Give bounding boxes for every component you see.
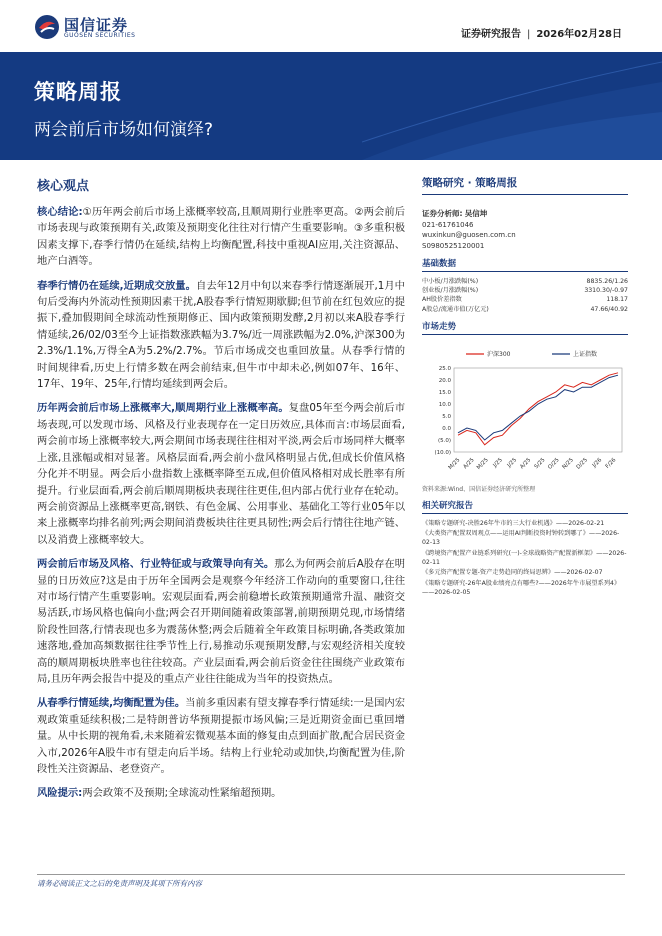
report-date: 2026年02月28日 [536, 29, 622, 40]
related-report-item[interactable]: 《多元资产配置专题-资产走势趋同的终局思辨》——2026-02-07 [422, 569, 603, 577]
paragraph-spring [37, 278, 405, 393]
sidebar [422, 175, 628, 598]
x-tick-label: N/25 [561, 456, 575, 471]
paragraph-core [37, 204, 405, 270]
basic-data-label: 创业板/月涨跌幅(%) [422, 287, 479, 295]
series-line-sse [458, 375, 618, 440]
basic-data-row [422, 305, 628, 314]
para-lead: 从春季行情延续,均衡配置为佳。 [37, 697, 186, 710]
chart-svg [422, 340, 628, 480]
related-report-item[interactable]: 《大类资产配置双周观点——运用AI判断投资时钟转到哪了》——2026-02-13 [422, 530, 620, 547]
page-subtitle: 两会前后市场如何演绎? [34, 120, 214, 140]
para-text: 复盘05年至今两会前后市场表现,可以发现市场、风格及行业表现存在一定日历效应,具体而言:市场层面看,两会前市场上涨概率较大,两会期间市场表现往往相对平淡,两会后市场同样大概率上涨,且涨幅或相对显著。风格层面看,两会前小盘风格明显占优,但成长价值风格分化并不明显。两会后小盘指数上涨概率降至五成,但价值风格相对成长胜率有所提升。行业层面看,两会前后顺周期板块表现往往更佳,但内部占优行业存在轮动。两会前资源品上涨概率更高,钢铁、有色金属、公用事业、基础化工等行业05年以来上涨概率均排名前列;两会期间消费板块往往更具韧性;两会后行情往往地产链、以及消费上涨概率较大。 [37, 402, 405, 546]
x-tick-label: J/26 [591, 456, 604, 469]
related-report-item[interactable]: 《策略专题研究-决胜26年牛市的三大行业机遇》——2026-02-21 [422, 519, 605, 527]
banner-wave-decoration [362, 52, 662, 160]
para-lead: 核心结论: [37, 206, 83, 218]
y-tick-label: 5.0 [442, 413, 451, 420]
legend-label: 上证指数 [573, 350, 598, 358]
analyst-info [422, 209, 628, 251]
basic-data-value: 8835.26/1.26 [586, 278, 628, 285]
basic-data-row [422, 295, 628, 304]
related-reports-list [422, 519, 628, 597]
footer-disclaimer: 请务必阅读正文之后的免责声明及其项下所有内容 [37, 879, 202, 888]
trend-title: 市场走势 [422, 320, 628, 335]
y-tick-label: (10.0) [434, 449, 451, 456]
page-header [0, 0, 662, 52]
analyst-cert: S0980525120001 [422, 241, 485, 250]
paragraph-risk [37, 785, 405, 801]
related-report-item[interactable]: 《跨境资产配置产业链系列研究(一)-全球战略资产配置新框架》——2026-02-11 [422, 549, 627, 566]
analyst-name: 吴信坤 [464, 209, 488, 218]
analyst-phone: 021-61761046 [422, 220, 474, 229]
x-tick-label: F/26 [604, 456, 618, 470]
analyst-label: 证券分析师: [422, 209, 463, 218]
legend-label: 沪深300 [487, 350, 511, 358]
chart-source-note: 资料来源:Wind、国信证券经济研究所整理 [422, 485, 536, 493]
title-banner [0, 52, 662, 160]
paragraph-policy [37, 556, 405, 687]
main-column [37, 175, 405, 810]
related-title: 相关研究报告 [422, 499, 628, 514]
y-tick-label: 0.0 [442, 425, 451, 432]
x-tick-label: A/25 [519, 456, 533, 471]
x-tick-label: D/25 [575, 456, 590, 471]
x-tick-label: S/25 [533, 456, 547, 470]
paragraph-history [37, 400, 405, 548]
y-tick-label: (5.0) [437, 437, 451, 444]
basic-data-row [422, 277, 628, 286]
para-text: 当前多重因素有望支撑春季行情延续:一是国内宏观政策重延续积极;二是特朗普访华预期提振市场风偏;三是近期资金面已重回增量。从中长期的视角看,未来随着宏微观基本面的修复由点到面扩散,配合居民资金入市,2026年A股牛市有望走向后半场。结构上行业轮动或加快,均衡配置为佳,阶段性关注资源品、老登资产。 [37, 697, 406, 775]
basic-data-table [422, 277, 628, 314]
logo-en: GUOSEN SECURITIES [64, 32, 136, 39]
basic-data-label: A股总/流通市值(万亿元) [422, 305, 489, 313]
chart-frame [454, 368, 622, 452]
para-lead: 春季行情仍在延续,近期成交放量。 [37, 279, 196, 292]
x-tick-label: J/25 [506, 456, 519, 469]
report-meta: 证券研究报告 | 2026年02月28日 [460, 29, 622, 40]
y-tick-label: 20.0 [438, 377, 451, 384]
basic-data-label: 中小板/月涨跌幅(%) [422, 278, 479, 285]
para-text: 两会政策不及预期;全球流动性紧缩超预期。 [82, 787, 282, 800]
basic-data-value: 47.66/40.92 [590, 305, 628, 313]
para-text: 那么为何两会前后A股存在明显的日历效应?这是由于历年全国两会是观察今年经济工作动向的重要窗口,往往对市场行情产生重要影响。宏观层面看,两会前稳增长政策预期通常升温、融资交易活跃,市场风格也偏向小盘;两会召开期间随着政策部署,前期预期兑现,市场情绪阶段性回落,行情表现也多为震荡休整;两会后随着全年政策目标明确,各类政策加速落地,叠加高频数据往往季节性上行,易推动乐观预期发酵,与宏观经济相关度较高的顺周期板块胜率也往往较高。产业层面看,两会前后资金往往围绕产业政策布局,且历年两会报告中提及的重点产业往往能成为当年的投资热点。 [37, 558, 406, 685]
x-tick-label: M/25 [447, 456, 462, 471]
x-tick-label: A/25 [462, 456, 476, 471]
page-title: 策略周报 [34, 80, 122, 104]
section-title: 核心观点 [37, 179, 90, 194]
basic-data-value: 3310.30/-0.97 [584, 287, 628, 295]
logo-cn: 国信证券 [64, 16, 129, 34]
x-tick-label: J/25 [492, 456, 504, 469]
report-type: 证券研究报告 [460, 29, 521, 40]
para-lead: 两会前后市场及风格、行业特征或与政策导向有关。 [37, 558, 275, 571]
footer-divider [37, 874, 625, 875]
logo-mark-icon [34, 14, 60, 40]
basic-data-label: AH股价差指数 [422, 296, 462, 304]
para-text: ①历年两会前后市场上涨概率较高,且顺周期行业胜率更高。②两会前后市场表现与政策预期有关,政策及预期变化往往对行情产生重要影响。③多重积极因素支撑下,春季行情仍在延续,结构上均衡配置,科技中重视AI应用,关注资源品、地产白酒等。 [37, 206, 406, 268]
y-tick-label: 10.0 [438, 401, 451, 408]
x-tick-label: O/25 [547, 456, 561, 471]
para-lead: 风险提示: [37, 787, 83, 800]
company-logo [34, 12, 164, 44]
market-trend-chart [422, 340, 628, 480]
series-line-hs300 [458, 373, 618, 445]
paragraph-allocation [37, 695, 405, 777]
analyst-email[interactable]: wuxinkun@guosen.com.cn [422, 231, 516, 239]
para-text: 自去年12月中旬以来春季行情逐渐展开,1月中旬后受海内外流动性预期因素干扰,A股春季行情短期歇脚;但节前在红包效应的提振下,叠加假期间全球流动性预期修正、国内政策预期发酵,2月初以来A股春季行情延续,26/02/03至今上证指数涨跌幅为3.7%/近一周涨跌幅为2.0%,沪深300为2.3%/1.1%,万得全A为5.2%/2.7%。节后市场成交也重回放量。从春季行情的时间规律看,历史上行情多数在两会前结束,但牛市中却未必,例如07年、16年、17年、19年、25年,行情均延续到两会后。 [37, 279, 405, 391]
sidebar-title: 策略研究 · 策略周报 [422, 175, 628, 195]
para-lead: 历年两会前后市场上涨概率大,顺周期行业上涨概率高。 [37, 402, 289, 415]
x-tick-label: M/25 [475, 456, 490, 471]
basic-data-title: 基础数据 [422, 257, 628, 272]
y-tick-label: 15.0 [438, 389, 451, 396]
basic-data-value: 118.17 [606, 296, 628, 304]
y-tick-label: 25.0 [438, 365, 451, 372]
basic-data-row [422, 286, 628, 295]
related-report-item[interactable]: 《策略专题研究-26年A股业绩亮点有哪些?——2026年牛市展望系列4》——2026-02-05 [422, 579, 621, 596]
